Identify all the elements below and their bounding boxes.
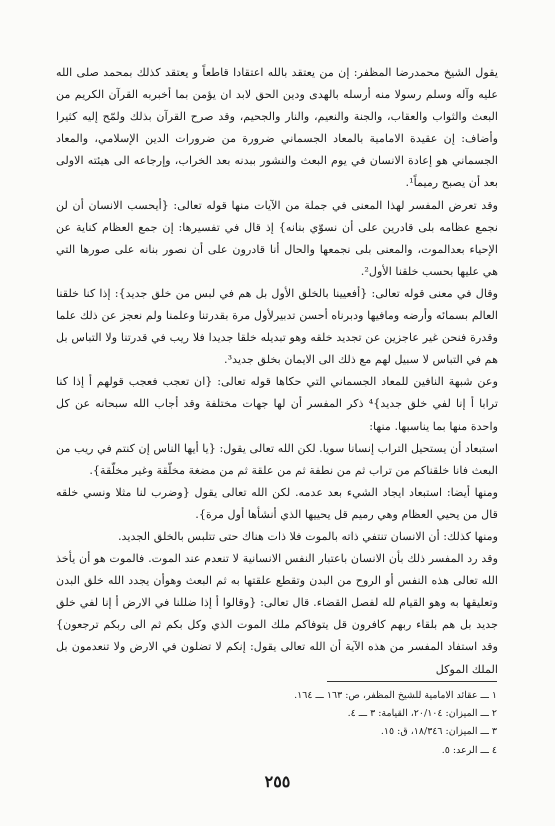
paragraph: ومنها أيضا: استبعاد ايجاد الشيء بعد عدمه. لكن الله تعالى يقول {وضرب لنا مثلا ونسي خلقه قال من يحيي العظام وهي رميم قل يحييها الذي أنشأها أول مرة}. bbox=[56, 485, 498, 521]
paragraph: وقد رد المفسر ذلك بأن الانسان باعتبار النفس الانسانية لا تنعدم عند الموت. فالموت هو أن يأخذ الله تعالى هذه النفس أو الروح من البدن وتقطع علقتها به ثم البعث وهوأن يجدد الله خلق البدن وتعليقها به وهو القيام لله لفصل القضاء. قال تعالى: {وقالوا أ إذا ضللنا في الارض أ إنا لفي خلق جديد بل هم بلقاء ربهم كافرون قل يتوفاكم ملك الموت الذي وكل بكم ثم الى ربكم ترجعون} وقد استفاد المفسر من هذه الآية أن الله تعالى يقول: إنكم لا تضلون في الارض ولا تنعدمون بل الملك الموكل bbox=[56, 552, 498, 676]
page-number: ٢٥٥ bbox=[264, 772, 291, 791]
footnote-divider bbox=[327, 681, 497, 682]
paragraph: ومنها كذلك: أن الانسان تنتفي ذاته بالموت فلا ذات هناك حتى تتلبس بالخلق الجديد. bbox=[117, 529, 498, 543]
footnotes bbox=[197, 687, 497, 760]
paragraph: استبعاد أن يستحيل التراب إنسانا سويا. لكن الله تعالى يقول: {يا أيها الناس إن كنتم في ريب من البعث فانا خلقناكم من تراب ثم من نطفة ثم من علقة ثم من مضغة مخلّقة وغير مخلّقة}. bbox=[56, 441, 498, 477]
paragraph: يقول الشيخ محمدرضا المظفر: إن من يعتقد بالله اعتقادا قاطعاً و يعتقد كذلك بمحمد صلى الله عليه وآله وسلم رسولا منه أرسله بالهدى ودين الحق لابد ان يؤمن بما أخبربه القرآن الكريم من البعث والثواب والعقاب، والجنة والنعيم، والنار والجحيم، وقد صرح القرآن بذلك ولمّح إليه كثيرا وأضاف: إن عقيدة الامامية بالمعاد الجسماني ضرورة من ضرورات الدين الإسلامي، والمعاد الجسماني هو إعادة الانسان في يوم البعث والنشور ببدنه بعد الخراب، وإرجاعه الى هيئته الاولى بعد أن يصبح رميماً¹. bbox=[56, 66, 498, 190]
paragraph: وقال في معنى قوله تعالى: {أفعيينا بالخلق الأول بل هم في لبس من خلق جديد}: إذا كنا خلقنا العالم بسمائه وأرضه ومافيها ودبرناه أحسن تدبيرلأول مرة بقدرتنا وعلمنا ولم نعجز عن ذلك علما وقدرة فنحن غير عاجزين عن تجديد خلقه وهو تبديله خلقا جديدا فلا ريب في قدرتنا ولا التباس بل هم في التباس لا سبيل لهم مع ذلك الى الايمان بخلق جديد³. bbox=[56, 286, 498, 367]
footnote-item: ٤ ـــ الرعد: ٥. bbox=[441, 744, 497, 756]
footnote-item: ٣ ـــ الميزان: ١٨/٣٤٦، ق: ١٥. bbox=[380, 726, 497, 738]
paragraph: وعن شبهة النافين للمعاد الجسماني التي حكاها قوله تعالى: {ان تعجب فعجب قولهم أ إذا كنا ترابا أ إنا لفي خلق جديد}⁴ ذكر المفسر أن لها جهات مختلفة وقد أجاب الله سبحانه عن كل واحدة منها بما يناسبها. منها: bbox=[56, 375, 499, 433]
main-text bbox=[56, 62, 498, 681]
paragraph: وقد تعرض المفسر لهذا المعنى في جملة من الآيات منها قوله تعالى: {أيحسب الانسان أن لن نجمع عظامه بلى قادرين على أن نسوّي بنانه} إذ قال في تفسيرها: إن جمع العظام كناية عن الإحياء بعدالموت، والمعنى بلى نجمعها والحال أنا قادرون على أن نصور بنانه على صورها التي هي عليها بحسب خلقنا الأول². bbox=[56, 198, 498, 278]
footnote-item: ١ ـــ عقائد الامامية للشيخ المظفر، ص: ١٦٣ ـــ ١٦٤. bbox=[294, 690, 497, 701]
footnote-item: ٢ ـــ الميزان: ٢٠/١٠٤، القيامة: ٣ ـــ ٤. bbox=[347, 708, 497, 720]
